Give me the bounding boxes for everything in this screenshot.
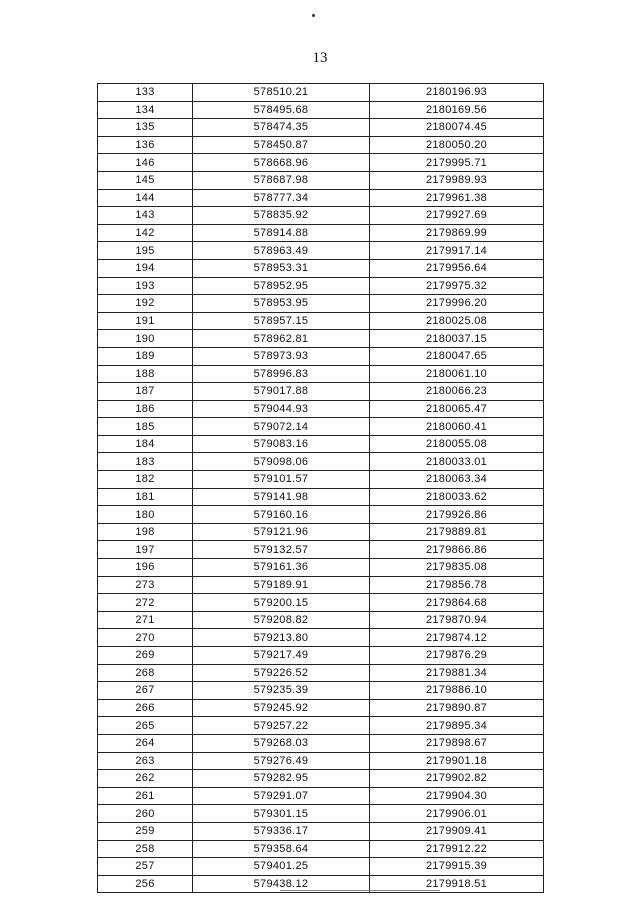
point-number-cell: 135 bbox=[98, 119, 193, 137]
x-coordinate-cell: 578474.35 bbox=[193, 119, 370, 137]
point-number-cell: 189 bbox=[98, 347, 193, 365]
table-row bbox=[98, 664, 544, 682]
table-row bbox=[98, 259, 544, 277]
y-coordinate-cell: 2180047.65 bbox=[370, 347, 544, 365]
point-number-cell: 270 bbox=[98, 629, 193, 647]
point-number-cell: 190 bbox=[98, 330, 193, 348]
point-number-cell: 181 bbox=[98, 488, 193, 506]
point-number-cell: 142 bbox=[98, 224, 193, 242]
coordinates-table bbox=[97, 83, 544, 893]
y-coordinate-cell: 2179989.93 bbox=[370, 171, 544, 189]
x-coordinate-cell: 578962.81 bbox=[193, 330, 370, 348]
x-coordinate-cell: 578957.15 bbox=[193, 312, 370, 330]
x-coordinate-cell: 579072.14 bbox=[193, 418, 370, 436]
table-row bbox=[98, 365, 544, 383]
x-coordinate-cell: 579226.52 bbox=[193, 664, 370, 682]
point-number-cell: 196 bbox=[98, 559, 193, 577]
table-row bbox=[98, 383, 544, 401]
point-number-cell: 187 bbox=[98, 383, 193, 401]
point-number-cell: 192 bbox=[98, 295, 193, 313]
y-coordinate-cell: 2179890.87 bbox=[370, 699, 544, 717]
y-coordinate-cell: 2179904.30 bbox=[370, 787, 544, 805]
x-coordinate-cell: 578953.31 bbox=[193, 259, 370, 277]
table-row bbox=[98, 822, 544, 840]
x-coordinate-cell: 579161.36 bbox=[193, 559, 370, 577]
table-row bbox=[98, 277, 544, 295]
y-coordinate-cell: 2179912.22 bbox=[370, 840, 544, 858]
x-coordinate-cell: 578953.95 bbox=[193, 295, 370, 313]
table-row bbox=[98, 770, 544, 788]
table-row bbox=[98, 101, 544, 119]
point-number-cell: 193 bbox=[98, 277, 193, 295]
point-number-cell: 266 bbox=[98, 699, 193, 717]
x-coordinate-cell: 578835.92 bbox=[193, 207, 370, 225]
x-coordinate-cell: 578996.83 bbox=[193, 365, 370, 383]
x-coordinate-cell: 579132.57 bbox=[193, 541, 370, 559]
point-number-cell: 273 bbox=[98, 576, 193, 594]
point-number-cell: 263 bbox=[98, 752, 193, 770]
x-coordinate-cell: 579098.06 bbox=[193, 453, 370, 471]
x-coordinate-cell: 578510.21 bbox=[193, 84, 370, 102]
point-number-cell: 188 bbox=[98, 365, 193, 383]
table-row bbox=[98, 541, 544, 559]
table-row bbox=[98, 207, 544, 225]
x-coordinate-cell: 579235.39 bbox=[193, 682, 370, 700]
point-number-cell: 182 bbox=[98, 471, 193, 489]
x-coordinate-cell: 579438.12 bbox=[193, 875, 370, 893]
y-coordinate-cell: 2179996.20 bbox=[370, 295, 544, 313]
scan-dot-mark bbox=[312, 14, 315, 17]
y-coordinate-cell: 2180196.93 bbox=[370, 84, 544, 102]
x-coordinate-cell: 578450.87 bbox=[193, 136, 370, 154]
x-coordinate-cell: 579282.95 bbox=[193, 770, 370, 788]
y-coordinate-cell: 2179902.82 bbox=[370, 770, 544, 788]
y-coordinate-cell: 2180065.47 bbox=[370, 400, 544, 418]
point-number-cell: 146 bbox=[98, 154, 193, 172]
y-coordinate-cell: 2179927.69 bbox=[370, 207, 544, 225]
x-coordinate-cell: 578914.88 bbox=[193, 224, 370, 242]
x-coordinate-cell: 579101.57 bbox=[193, 471, 370, 489]
point-number-cell: 180 bbox=[98, 506, 193, 524]
table-row bbox=[98, 805, 544, 823]
point-number-cell: 185 bbox=[98, 418, 193, 436]
y-coordinate-cell: 2180063.34 bbox=[370, 471, 544, 489]
x-coordinate-cell: 579160.16 bbox=[193, 506, 370, 524]
point-number-cell: 264 bbox=[98, 734, 193, 752]
scan-bottom-line bbox=[280, 890, 440, 891]
x-coordinate-cell: 579121.96 bbox=[193, 523, 370, 541]
x-coordinate-cell: 579044.93 bbox=[193, 400, 370, 418]
y-coordinate-cell: 2179901.18 bbox=[370, 752, 544, 770]
y-coordinate-cell: 2179975.32 bbox=[370, 277, 544, 295]
table-row bbox=[98, 559, 544, 577]
y-coordinate-cell: 2179909.41 bbox=[370, 822, 544, 840]
x-coordinate-cell: 579213.80 bbox=[193, 629, 370, 647]
table-row bbox=[98, 400, 544, 418]
x-coordinate-cell: 578973.93 bbox=[193, 347, 370, 365]
y-coordinate-cell: 2179886.10 bbox=[370, 682, 544, 700]
point-number-cell: 145 bbox=[98, 171, 193, 189]
table-row bbox=[98, 154, 544, 172]
table-row bbox=[98, 840, 544, 858]
y-coordinate-cell: 2179995.71 bbox=[370, 154, 544, 172]
point-number-cell: 272 bbox=[98, 594, 193, 612]
y-coordinate-cell: 2179926.86 bbox=[370, 506, 544, 524]
x-coordinate-cell: 579257.22 bbox=[193, 717, 370, 735]
x-coordinate-cell: 579301.15 bbox=[193, 805, 370, 823]
point-number-cell: 143 bbox=[98, 207, 193, 225]
table-row bbox=[98, 189, 544, 207]
y-coordinate-cell: 2179915.39 bbox=[370, 858, 544, 876]
x-coordinate-cell: 579245.92 bbox=[193, 699, 370, 717]
x-coordinate-cell: 578963.49 bbox=[193, 242, 370, 260]
y-coordinate-cell: 2179956.64 bbox=[370, 259, 544, 277]
x-coordinate-cell: 579268.03 bbox=[193, 734, 370, 752]
x-coordinate-cell: 579336.17 bbox=[193, 822, 370, 840]
y-coordinate-cell: 2179864.68 bbox=[370, 594, 544, 612]
y-coordinate-cell: 2180025.08 bbox=[370, 312, 544, 330]
table-row bbox=[98, 611, 544, 629]
y-coordinate-cell: 2179876.29 bbox=[370, 647, 544, 665]
x-coordinate-cell: 579291.07 bbox=[193, 787, 370, 805]
y-coordinate-cell: 2179874.12 bbox=[370, 629, 544, 647]
table-row bbox=[98, 242, 544, 260]
y-coordinate-cell: 2180033.01 bbox=[370, 453, 544, 471]
point-number-cell: 134 bbox=[98, 101, 193, 119]
y-coordinate-cell: 2179870.94 bbox=[370, 611, 544, 629]
y-coordinate-cell: 2179917.14 bbox=[370, 242, 544, 260]
point-number-cell: 271 bbox=[98, 611, 193, 629]
x-coordinate-cell: 579017.88 bbox=[193, 383, 370, 401]
table-row bbox=[98, 224, 544, 242]
table-row bbox=[98, 136, 544, 154]
y-coordinate-cell: 2179918.51 bbox=[370, 875, 544, 893]
table-row bbox=[98, 682, 544, 700]
y-coordinate-cell: 2180169.56 bbox=[370, 101, 544, 119]
point-number-cell: 262 bbox=[98, 770, 193, 788]
table-row bbox=[98, 647, 544, 665]
y-coordinate-cell: 2180060.41 bbox=[370, 418, 544, 436]
x-coordinate-cell: 579200.15 bbox=[193, 594, 370, 612]
y-coordinate-cell: 2179869.99 bbox=[370, 224, 544, 242]
x-coordinate-cell: 579276.49 bbox=[193, 752, 370, 770]
y-coordinate-cell: 2180074.45 bbox=[370, 119, 544, 137]
y-coordinate-cell: 2180037.15 bbox=[370, 330, 544, 348]
table-row bbox=[98, 629, 544, 647]
point-number-cell: 191 bbox=[98, 312, 193, 330]
point-number-cell: 195 bbox=[98, 242, 193, 260]
table-row bbox=[98, 734, 544, 752]
point-number-cell: 186 bbox=[98, 400, 193, 418]
y-coordinate-cell: 2179881.34 bbox=[370, 664, 544, 682]
y-coordinate-cell: 2179906.01 bbox=[370, 805, 544, 823]
table-row bbox=[98, 858, 544, 876]
point-number-cell: 136 bbox=[98, 136, 193, 154]
x-coordinate-cell: 579401.25 bbox=[193, 858, 370, 876]
point-number-cell: 269 bbox=[98, 647, 193, 665]
y-coordinate-cell: 2179835.08 bbox=[370, 559, 544, 577]
point-number-cell: 267 bbox=[98, 682, 193, 700]
y-coordinate-cell: 2179866.86 bbox=[370, 541, 544, 559]
point-number-cell: 258 bbox=[98, 840, 193, 858]
coordinates-table-body bbox=[98, 84, 544, 893]
y-coordinate-cell: 2179856.78 bbox=[370, 576, 544, 594]
table-row bbox=[98, 171, 544, 189]
table-row bbox=[98, 471, 544, 489]
table-row bbox=[98, 418, 544, 436]
point-number-cell: 197 bbox=[98, 541, 193, 559]
table-row bbox=[98, 347, 544, 365]
table-row bbox=[98, 752, 544, 770]
table-row bbox=[98, 312, 544, 330]
point-number-cell: 184 bbox=[98, 435, 193, 453]
table-row bbox=[98, 330, 544, 348]
table-row bbox=[98, 576, 544, 594]
x-coordinate-cell: 578495.68 bbox=[193, 101, 370, 119]
table-row bbox=[98, 594, 544, 612]
x-coordinate-cell: 579208.82 bbox=[193, 611, 370, 629]
point-number-cell: 265 bbox=[98, 717, 193, 735]
table-row bbox=[98, 435, 544, 453]
x-coordinate-cell: 578668.96 bbox=[193, 154, 370, 172]
y-coordinate-cell: 2179898.67 bbox=[370, 734, 544, 752]
x-coordinate-cell: 579358.64 bbox=[193, 840, 370, 858]
table-row bbox=[98, 787, 544, 805]
x-coordinate-cell: 579141.98 bbox=[193, 488, 370, 506]
x-coordinate-cell: 579083.16 bbox=[193, 435, 370, 453]
table-row bbox=[98, 119, 544, 137]
x-coordinate-cell: 579189.91 bbox=[193, 576, 370, 594]
y-coordinate-cell: 2180066.23 bbox=[370, 383, 544, 401]
y-coordinate-cell: 2179889.81 bbox=[370, 523, 544, 541]
point-number-cell: 261 bbox=[98, 787, 193, 805]
y-coordinate-cell: 2179895.34 bbox=[370, 717, 544, 735]
table-row bbox=[98, 506, 544, 524]
x-coordinate-cell: 578952.95 bbox=[193, 277, 370, 295]
point-number-cell: 256 bbox=[98, 875, 193, 893]
table-row bbox=[98, 295, 544, 313]
point-number-cell: 259 bbox=[98, 822, 193, 840]
point-number-cell: 183 bbox=[98, 453, 193, 471]
y-coordinate-cell: 2179961.38 bbox=[370, 189, 544, 207]
x-coordinate-cell: 579217.49 bbox=[193, 647, 370, 665]
point-number-cell: 260 bbox=[98, 805, 193, 823]
table-row bbox=[98, 84, 544, 102]
point-number-cell: 198 bbox=[98, 523, 193, 541]
table-row bbox=[98, 453, 544, 471]
page-number: 13 bbox=[312, 50, 328, 66]
table-row bbox=[98, 699, 544, 717]
point-number-cell: 257 bbox=[98, 858, 193, 876]
point-number-cell: 268 bbox=[98, 664, 193, 682]
y-coordinate-cell: 2180033.62 bbox=[370, 488, 544, 506]
y-coordinate-cell: 2180055.08 bbox=[370, 435, 544, 453]
table-row bbox=[98, 488, 544, 506]
y-coordinate-cell: 2180050.20 bbox=[370, 136, 544, 154]
table-row bbox=[98, 717, 544, 735]
point-number-cell: 133 bbox=[98, 84, 193, 102]
x-coordinate-cell: 578687.98 bbox=[193, 171, 370, 189]
x-coordinate-cell: 578777.34 bbox=[193, 189, 370, 207]
point-number-cell: 144 bbox=[98, 189, 193, 207]
point-number-cell: 194 bbox=[98, 259, 193, 277]
y-coordinate-cell: 2180061.10 bbox=[370, 365, 544, 383]
table-row bbox=[98, 523, 544, 541]
